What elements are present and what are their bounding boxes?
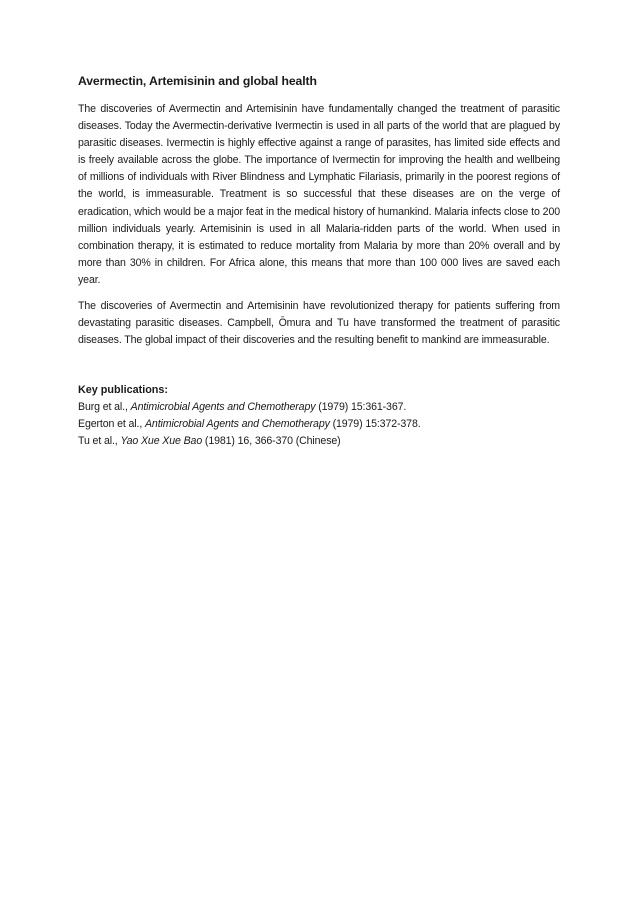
key-publications-heading: Key publications: xyxy=(78,384,168,397)
publication-item xyxy=(78,416,560,433)
body-paragraph-2: The discoveries of Avermectin and Artemisinin have revolutionized therapy for patients suffering from devastating parasitic diseases. Campbell, Ōmura and Tu have transformed the treatment of parasitic diseases. The global impact of their discoveries and the resulting benefit to mankind are immeasurable. xyxy=(78,300,560,347)
publication-details: (1979) 15:361-367. xyxy=(315,401,407,414)
publication-authors: Tu et al., xyxy=(78,435,121,448)
publication-details: (1979) 15:372-378. xyxy=(329,418,421,431)
publication-details: (1981) 16, 366-370 (Chinese) xyxy=(202,435,341,448)
publication-item xyxy=(78,433,560,450)
body-paragraph-1: The discoveries of Avermectin and Artemisinin have fundamentally changed the treatment of parasitic diseases. Today the Avermectin-derivative Ivermectin is used in all parts of the world that are plagued by parasitic diseases. Ivermectin is highly effective against a range of parasites, has limited side effects and is freely available across the globe. The importance of Ivermectin for improving the health and wellbeing of millions of individuals with River Blindness and Lymphatic Filariasis, primarily in the poorest regions of the world, is immeasurable. Treatment is so successful that these diseases are on the verge of eradication, which would be a major feat in the medical history of humankind. Malaria infects close to 200 million individuals yearly. Artemisinin is used in all Malaria-ridden parts of the world. When used in combination therapy, it is estimated to reduce mortality from Malaria by more than 20% overall and by more than 30% in children. For Africa alone, this means that more than 100 000 lives are saved each year. xyxy=(78,103,560,286)
document-title: Avermectin, Artemisinin and global health xyxy=(78,74,317,88)
publication-list xyxy=(78,399,560,450)
publication-journal: Antimicrobial Agents and Chemotherapy xyxy=(130,401,316,414)
section-spacer xyxy=(78,358,560,382)
publication-authors: Egerton et al., xyxy=(78,418,145,431)
publication-journal: Antimicrobial Agents and Chemotherapy xyxy=(144,418,330,431)
publication-authors: Burg et al., xyxy=(78,401,131,414)
document-body xyxy=(78,72,560,450)
publication-journal: Yao Xue Xue Bao xyxy=(120,435,203,448)
publication-item xyxy=(78,399,560,416)
